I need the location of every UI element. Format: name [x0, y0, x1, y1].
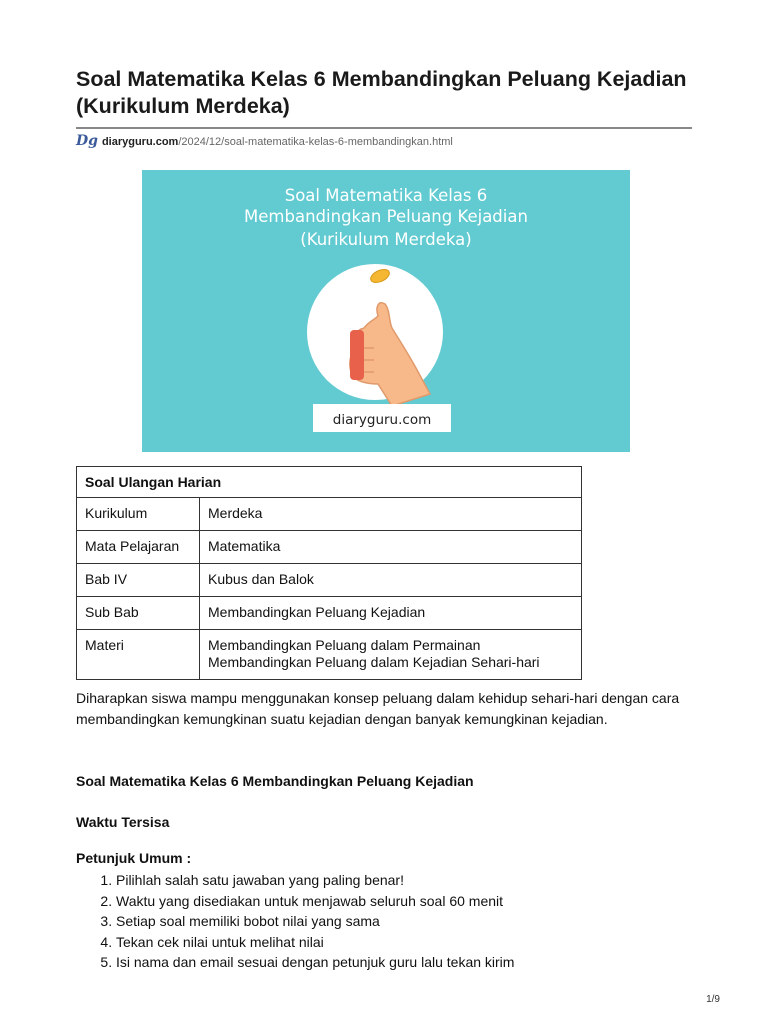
- list-item: 2. Waktu yang disediakan untuk menjawab seluruh soal 60 menit: [116, 891, 514, 912]
- page-number: 1/9: [706, 994, 720, 1005]
- table-value: [200, 630, 582, 680]
- table-key: Sub Bab: [77, 597, 200, 630]
- table-value-line-1: Membandingkan Peluang dalam Permainan: [208, 637, 481, 653]
- table-value-line-2: Membandingkan Peluang dalam Kejadian Sehari-hari: [208, 654, 540, 670]
- list-item: 1. Pilihlah salah satu jawaban yang paling benar!: [116, 870, 514, 891]
- hero-site-label: diaryguru.com: [332, 412, 432, 428]
- thumb-sleeve: [350, 330, 364, 380]
- source-url[interactable]: [76, 133, 453, 149]
- table-key: Mata Pelajaran: [77, 531, 200, 564]
- source-path[interactable]: /2024/12/soal-matematika-kelas-6-membandingkan.html: [178, 136, 453, 148]
- table-row: [77, 531, 582, 564]
- table-key: Materi: [77, 630, 200, 680]
- table-row: [77, 597, 582, 630]
- hero-title-line-2: Membandingkan Peluang Kejadian: [244, 207, 528, 226]
- table-value: Matematika: [200, 531, 582, 564]
- table-value: Merdeka: [200, 498, 582, 531]
- table-row: [77, 564, 582, 597]
- section-title: Soal Matematika Kelas 6 Membandingkan Peluang Kejadian: [76, 773, 474, 789]
- hero-title-line-1: Soal Matematika Kelas 6: [284, 186, 488, 205]
- document-title: Soal Matematika Kelas 6 Membandingkan Peluang Kejadian (Kurikulum Merdeka): [76, 67, 687, 118]
- list-item: 4. Tekan cek nilai untuk melihat nilai: [116, 932, 514, 953]
- info-table: [76, 466, 582, 680]
- hero-image: [142, 170, 630, 452]
- table-key: Bab IV: [77, 564, 200, 597]
- list-item: 5. Isi nama dan email sesuai dengan petunjuk guru lalu tekan kirim: [116, 952, 514, 973]
- table-row: [77, 498, 582, 531]
- source-domain[interactable]: diaryguru.com: [101, 136, 179, 148]
- diaryguru-logo-icon: Dg: [76, 133, 98, 149]
- table-row: [77, 630, 582, 680]
- table-value: Kubus dan Balok: [200, 564, 582, 597]
- instructions-heading: Petunjuk Umum :: [76, 850, 192, 866]
- info-table-header-row: [77, 467, 582, 498]
- title-divider: [76, 127, 692, 129]
- hero-title-line-3: (Kurikulum Merdeka): [300, 230, 472, 249]
- instructions-list: [76, 870, 514, 973]
- intro-paragraph: Diharapkan siswa mampu menggunakan konsep peluang dalam kehidup sehari-hari dengan cara membandingkan kemungkinan suatu kejadian dengan banyak kemungkinan kejadian.: [76, 690, 680, 727]
- timer-label: Waktu Tersisa: [76, 814, 170, 830]
- table-value: Membandingkan Peluang Kejadian: [200, 597, 582, 630]
- table-key: Kurikulum: [77, 498, 200, 531]
- list-item: 3. Setiap soal memiliki bobot nilai yang sama: [116, 911, 514, 932]
- info-table-header: Soal Ulangan Harian: [77, 467, 582, 498]
